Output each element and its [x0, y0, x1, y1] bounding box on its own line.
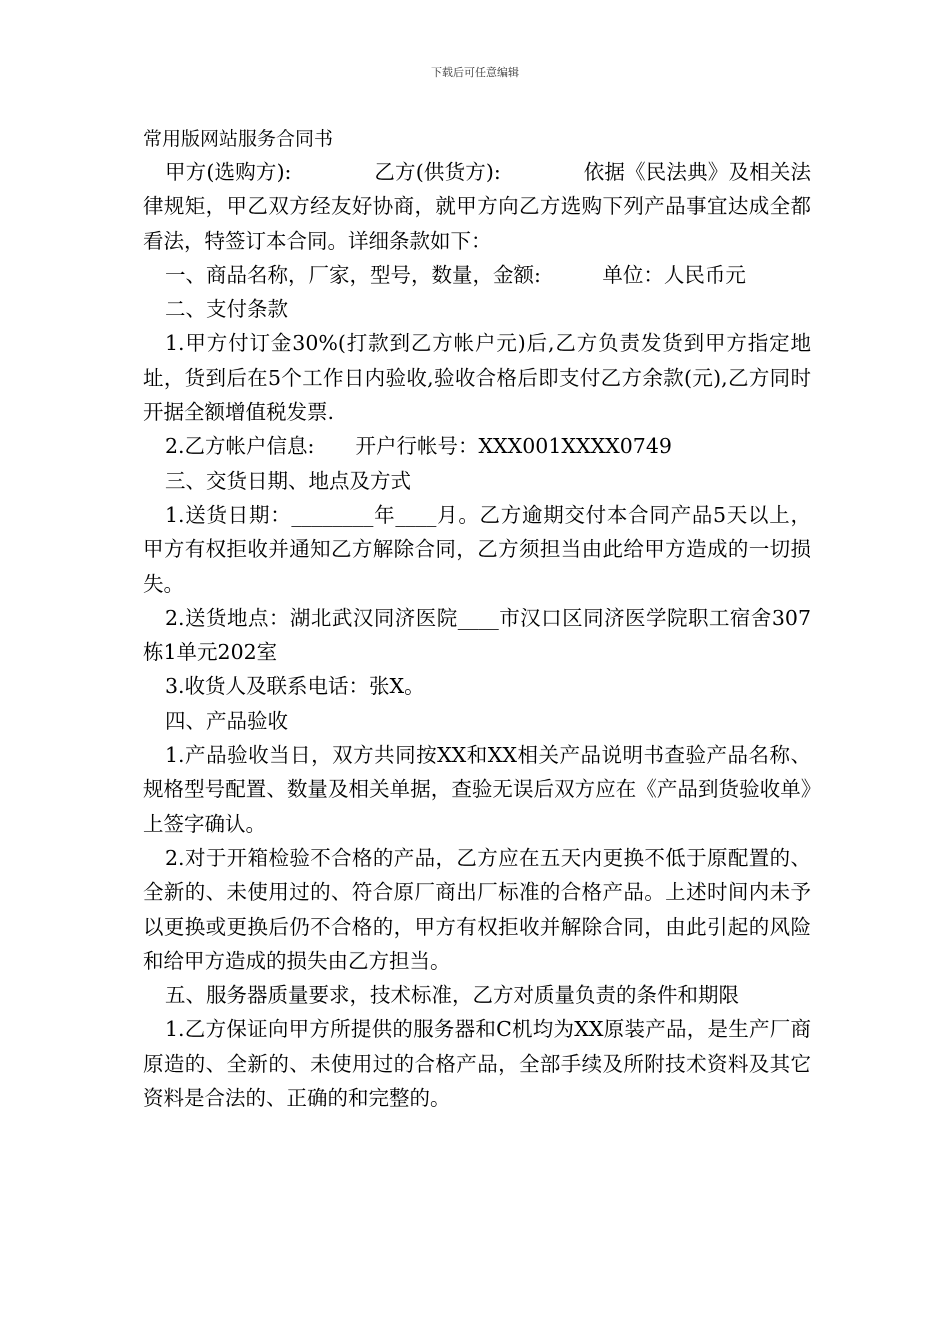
- document-title: 常用版网站服务合同书: [143, 128, 334, 150]
- section-heading-acceptance: 四、产品验收: [165, 708, 288, 733]
- page-header-note: 下载后可任意编辑: [431, 66, 519, 79]
- section-heading-quality: 五、服务器质量要求，技术标准，乙方对质量负责的条件和期限: [165, 983, 739, 1008]
- section-heading-delivery: 三、交货日期、地点及方式: [165, 468, 411, 493]
- paragraph-account-info: 2.乙方帐户信息: 开户行帐号：XXX001XXXX0749: [165, 434, 672, 459]
- paragraph-acceptance-inspection: 1.产品验收当日，双方共同按XX和XX相关产品说明书查验产品名称、规格型号配置、数量及相关单据，查验无误后双方应在《产品到货验收单》上签字确认。: [143, 743, 811, 836]
- paragraph-preamble: 甲方(选购方): 乙方(供货方): 依据《民法典》及相关法律规矩，甲乙双方经友好协商，就甲方向乙方选购下列产品事宜达成全都看法，特签订本合同。详细条款如下：: [143, 160, 811, 253]
- section-heading-payment: 二、支付条款: [165, 297, 288, 322]
- paragraph-delivery-address: 2.送货地点：湖北武汉同济医院____市汉口区同济医学院职工宿舍307栋1单元202室: [143, 605, 811, 665]
- section-heading-goods: 一、商品名称，厂家，型号，数量，金额: 单位：人民币元: [165, 262, 746, 287]
- paragraph-delivery-date: 1.送货日期：________年____月。乙方逾期交付本合同产品5天以上，甲方有权拒收并通知乙方解除合同，乙方须担当由此给甲方造成的一切损失。: [143, 502, 811, 596]
- document-body: [143, 155, 811, 1115]
- paragraph-recipient: 3.收货人及联系电话：张X。: [165, 674, 425, 699]
- paragraph-payment-deposit: 1.甲方付订金30%(打款到乙方帐户元)后,乙方负责发货到甲方指定地址，货到后在5个工作日内验收,验收合格后即支付乙方余款(元),乙方同时开据全额增值税发票.: [143, 331, 811, 425]
- paragraph-acceptance-replacement: 2.对于开箱检验不合格的产品，乙方应在五天内更换不低于原配置的、全新的、未使用过的、符合原厂商出厂标准的合格产品。上述时间内未予以更换或更换后仍不合格的，甲方有权拒收并解除合同，由此引起的风险和给甲方造成的损失由乙方担当。: [143, 845, 811, 973]
- paragraph-quality-guarantee: 1.乙方保证向甲方所提供的服务器和C机均为XX原装产品，是生产厂商原造的、全新的、未使用过的合格产品，全部手续及所附技术资料及其它资料是合法的、正确的和完整的。: [143, 1017, 811, 1111]
